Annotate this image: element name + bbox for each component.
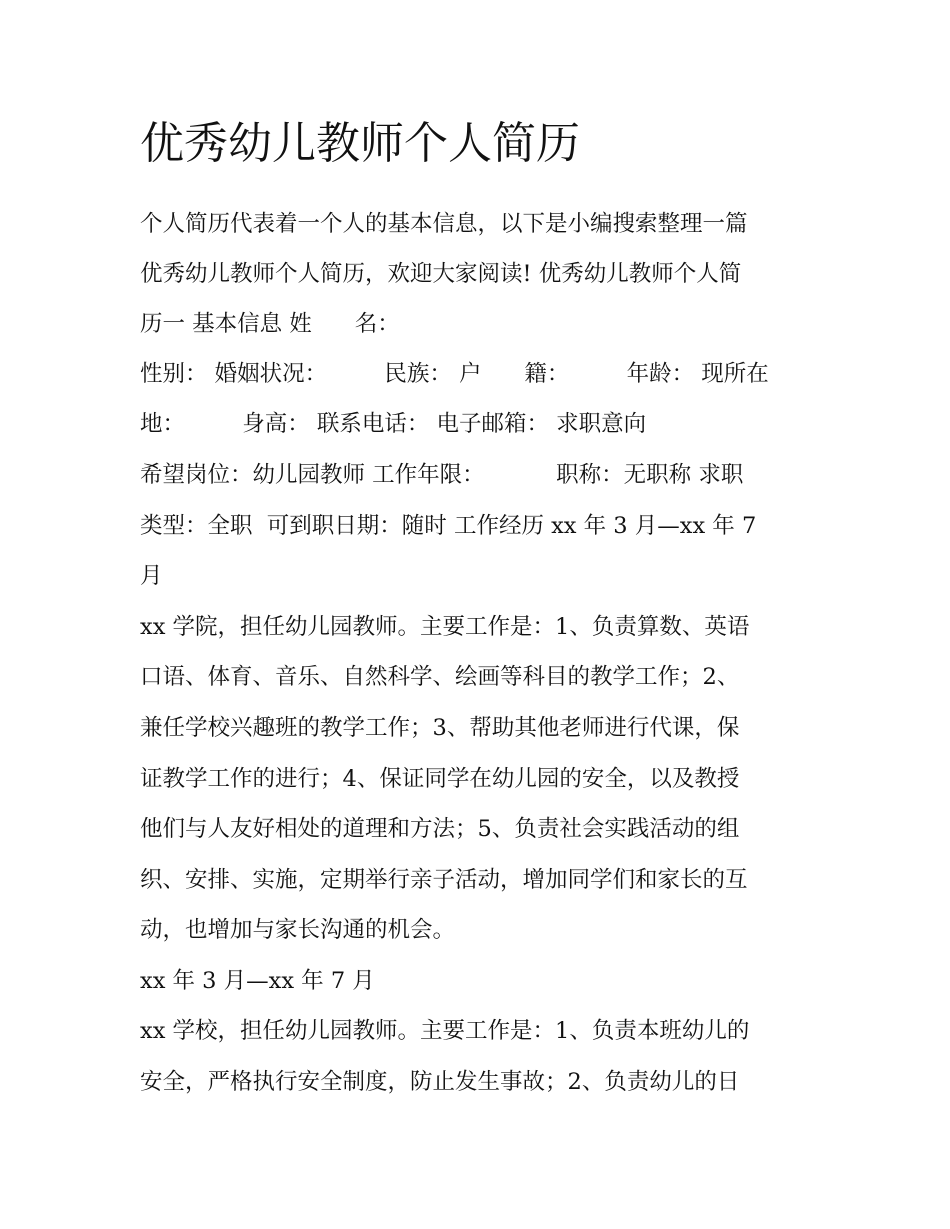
body-line: 性别： 婚姻状况： 民族： 户 籍： 年龄： 现所在 <box>140 361 769 387</box>
body-line: 历一 基本信息 姓 名： <box>140 311 400 337</box>
body-line: 证教学工作的进行；4、保证同学在幼儿园的安全，以及教授 <box>140 766 740 792</box>
body-line: 织、安排、实施，定期举行亲子活动，增加同学们和家长的互 <box>140 867 748 893</box>
body-line: 兼任学校兴趣班的教学工作；3、帮助其他老师进行代课，保 <box>140 715 740 741</box>
body-line: xx 年 3 月—xx 年 7 月 <box>140 968 375 994</box>
body-line: 安全，严格执行安全制度，防止发生事故；2、负责幼儿的日 <box>140 1069 740 1095</box>
body-line: 月 <box>140 563 163 589</box>
body-line: 类型：全职 可到职日期：随时 工作经历 xx 年 3 月—xx 年 7 <box>140 513 757 539</box>
body-line: 个人简历代表着一个人的基本信息，以下是小编搜索整理一篇 <box>140 211 748 237</box>
body-line: 地： 身高： 联系电话： 电子邮箱： 求职意向 <box>140 411 647 437</box>
body-line: 他们与人友好相处的道理和方法；5、负责社会实践活动的组 <box>140 816 740 842</box>
page-title: 优秀幼儿教师个人简历 <box>140 118 580 169</box>
body-line: xx 学校，担任幼儿园教师。主要工作是：1、负责本班幼儿的 <box>140 1018 750 1044</box>
body-line: 口语、体育、音乐、自然科学、绘画等科目的教学工作；2、 <box>140 664 740 690</box>
body-line: 优秀幼儿教师个人简历，欢迎大家阅读! 优秀幼儿教师个人简 <box>140 261 742 287</box>
body-line: xx 学院，担任幼儿园教师。主要工作是：1、负责算数、英语 <box>140 614 750 640</box>
body-line: 动，也增加与家长沟通的机会。 <box>140 917 456 943</box>
body-line: 希望岗位：幼儿园教师 工作年限： 职称：无职称 求职 <box>140 462 744 488</box>
